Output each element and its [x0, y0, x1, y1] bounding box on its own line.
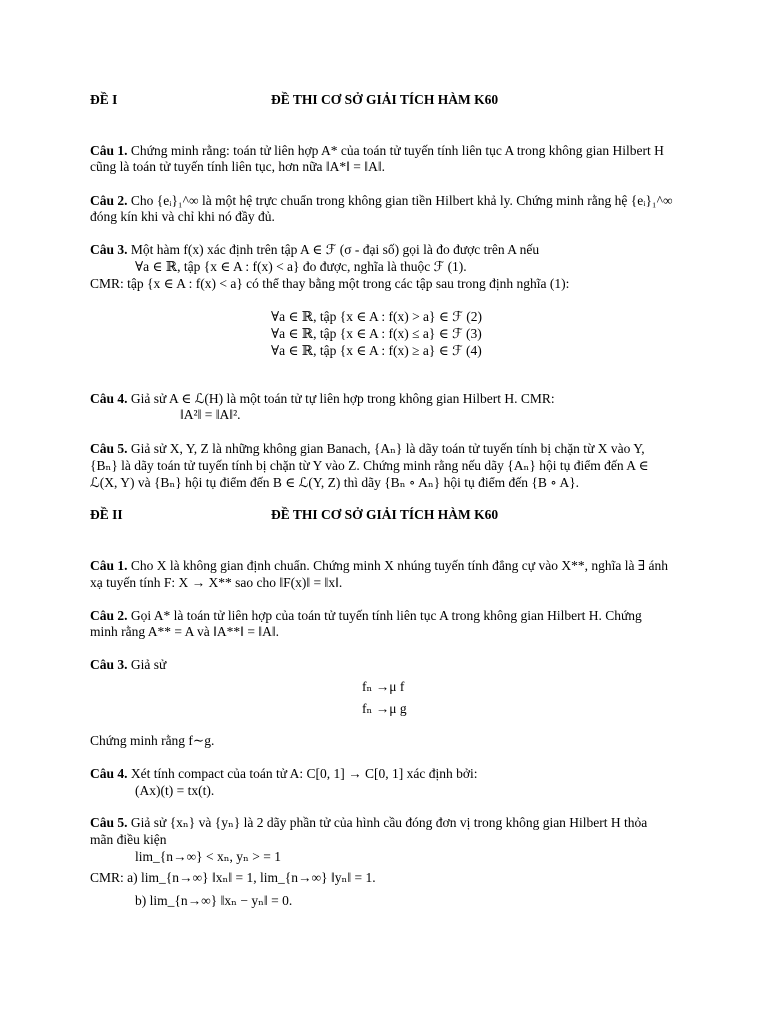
question-label: Câu 3. [90, 242, 128, 257]
question-text: Cho X là không gian định chuẩn. Chứng minh X nhúng tuyến tính đẳng cự vào X**, nghĩa là ∃ ánh [127, 558, 669, 573]
exam1-q4-line1 [90, 391, 555, 407]
exam1-q3-formula-2: ∀a ∈ ℝ, tập {x ∈ A : f(x) > a} ∈ ℱ (2) [271, 309, 482, 324]
question-label: Câu 4. [90, 766, 128, 781]
exam2-q3-formula-1: fₙ →μ f [362, 679, 405, 694]
exam2-q5-line4: CMR: a) lim_{n→∞} ‖xₙ‖ = 1, lim_{n→∞} ‖yₙ‖ = 1. [90, 870, 376, 885]
question-text: Xét tính compact của toán tử A: C[0, 1] → C[0, 1] xác định bởi: [127, 766, 478, 781]
question-label: Câu 2. [90, 608, 128, 623]
question-label: Câu 5. [90, 441, 128, 456]
exam1-q5-line3: ℒ(X, Y) và {Bₙ} hội tụ điểm đến B ∈ ℒ(Y, Z) thì dãy {Bₙ ∘ Aₙ} hội tụ điểm đến {B ∘ A}. [90, 475, 580, 490]
question-text: Gọi A* là toán tử liên hợp của toán tử tuyến tính liên tục A trong không gian Hilbert H. Chứng [127, 608, 642, 623]
question-text: Giả sử {xₙ} và {yₙ} là 2 dãy phần tử của hình cầu đóng đơn vị trong không gian Hilbert H thỏa [127, 815, 648, 830]
exam2-q2-line1 [90, 608, 642, 624]
exam1-q1-line2: cũng là toán tử tuyến tính liên tục, hơn nữa ‖A*‖ = ‖A‖. [90, 159, 385, 174]
exam2-label: ĐỀ II [90, 507, 123, 522]
exam1-title: ĐỀ THI CƠ SỞ GIẢI TÍCH HÀM K60 [271, 92, 499, 107]
exam1-q3-line2: ∀a ∈ ℝ, tập {x ∈ A : f(x) < a} đo được, nghĩa là thuộc ℱ (1). [135, 259, 467, 274]
exam2-q5-line1 [90, 815, 647, 831]
question-label: Câu 1. [90, 558, 128, 573]
question-text: Cho {eᵢ}₁^∞ là một hệ trực chuẩn trong không gian tiền Hilbert khả ly. Chứng minh rằng hệ {eᵢ}₁^∞ [127, 193, 673, 208]
question-label: Câu 5. [90, 815, 128, 830]
question-text: Giả sử [127, 657, 167, 672]
question-text: Một hàm f(x) xác định trên tập A ∈ ℱ (σ - đại số) gọi là đo được trên A nếu [127, 242, 540, 257]
exam2-q5-line5: b) lim_{n→∞} ‖xₙ − yₙ‖ = 0. [135, 893, 293, 908]
question-text: Giả sử A ∈ ℒ(H) là một toán tử tự liên hợp trong không gian Hilbert H. CMR: [127, 391, 555, 406]
exam2-q3-formula-2: fₙ →μ g [362, 701, 407, 716]
exam2-q1-line2: xạ tuyến tính F: X → X** sao cho ‖F(x)‖ = ‖x‖. [90, 575, 343, 590]
exam1-q5-line1 [90, 441, 645, 457]
exam2-q2-line2: minh rằng A** = A và ‖A**‖ = ‖A‖. [90, 624, 280, 639]
question-label: Câu 2. [90, 193, 128, 208]
question-label: Câu 4. [90, 391, 128, 406]
exam2-q3-line1 [90, 657, 166, 673]
exam1-q2-line2: đóng kín khi và chỉ khi nó đầy đủ. [90, 209, 275, 224]
exam2-q5-line3: lim_{n→∞} < xₙ, yₙ > = 1 [135, 849, 281, 864]
exam2-q5-line2: mãn điều kiện [90, 832, 167, 847]
exam1-label: ĐỀ I [90, 92, 118, 107]
exam1-q3-line1 [90, 242, 539, 258]
question-text: Giả sử X, Y, Z là những không gian Banach, {Aₙ} là dãy toán tử tuyến tính bị chặn từ X vào Y, [127, 441, 645, 456]
exam1-q3-formula-4: ∀a ∈ ℝ, tập {x ∈ A : f(x) ≥ a} ∈ ℱ (4) [271, 343, 482, 358]
exam2-q4-line2: (Ax)(t) = tx(t). [135, 783, 215, 798]
exam2-q3-line2: Chứng minh rằng f∼g. [90, 733, 215, 748]
exam1-q3-line3: CMR: tập {x ∈ A : f(x) < a} có thể thay bằng một trong các tập sau trong định nghĩa (1): [90, 276, 570, 291]
question-label: Câu 1. [90, 143, 128, 158]
exam2-q1-line1 [90, 558, 668, 574]
exam1-q4-line2: ‖A²‖ = ‖A‖². [180, 407, 241, 422]
exam1-q2-line1 [90, 193, 673, 209]
exam1-q3-formula-3: ∀a ∈ ℝ, tập {x ∈ A : f(x) ≤ a} ∈ ℱ (3) [271, 326, 482, 341]
question-text: Chứng minh rằng: toán tử liên hợp A* của toán tử tuyến tính liên tục A trong không gian Hilbert H [127, 143, 664, 158]
question-label: Câu 3. [90, 657, 128, 672]
exam1-q5-line2: {Bₙ} là dãy toán tử tuyến tính bị chặn từ Y vào Z. Chứng minh rằng nếu dãy {Aₙ} hội tụ điểm đến A ∈ [90, 458, 649, 473]
exam2-q4-line1 [90, 766, 478, 782]
exam2-title: ĐỀ THI CƠ SỞ GIẢI TÍCH HÀM K60 [271, 507, 499, 522]
exam1-q1-line1 [90, 143, 664, 159]
